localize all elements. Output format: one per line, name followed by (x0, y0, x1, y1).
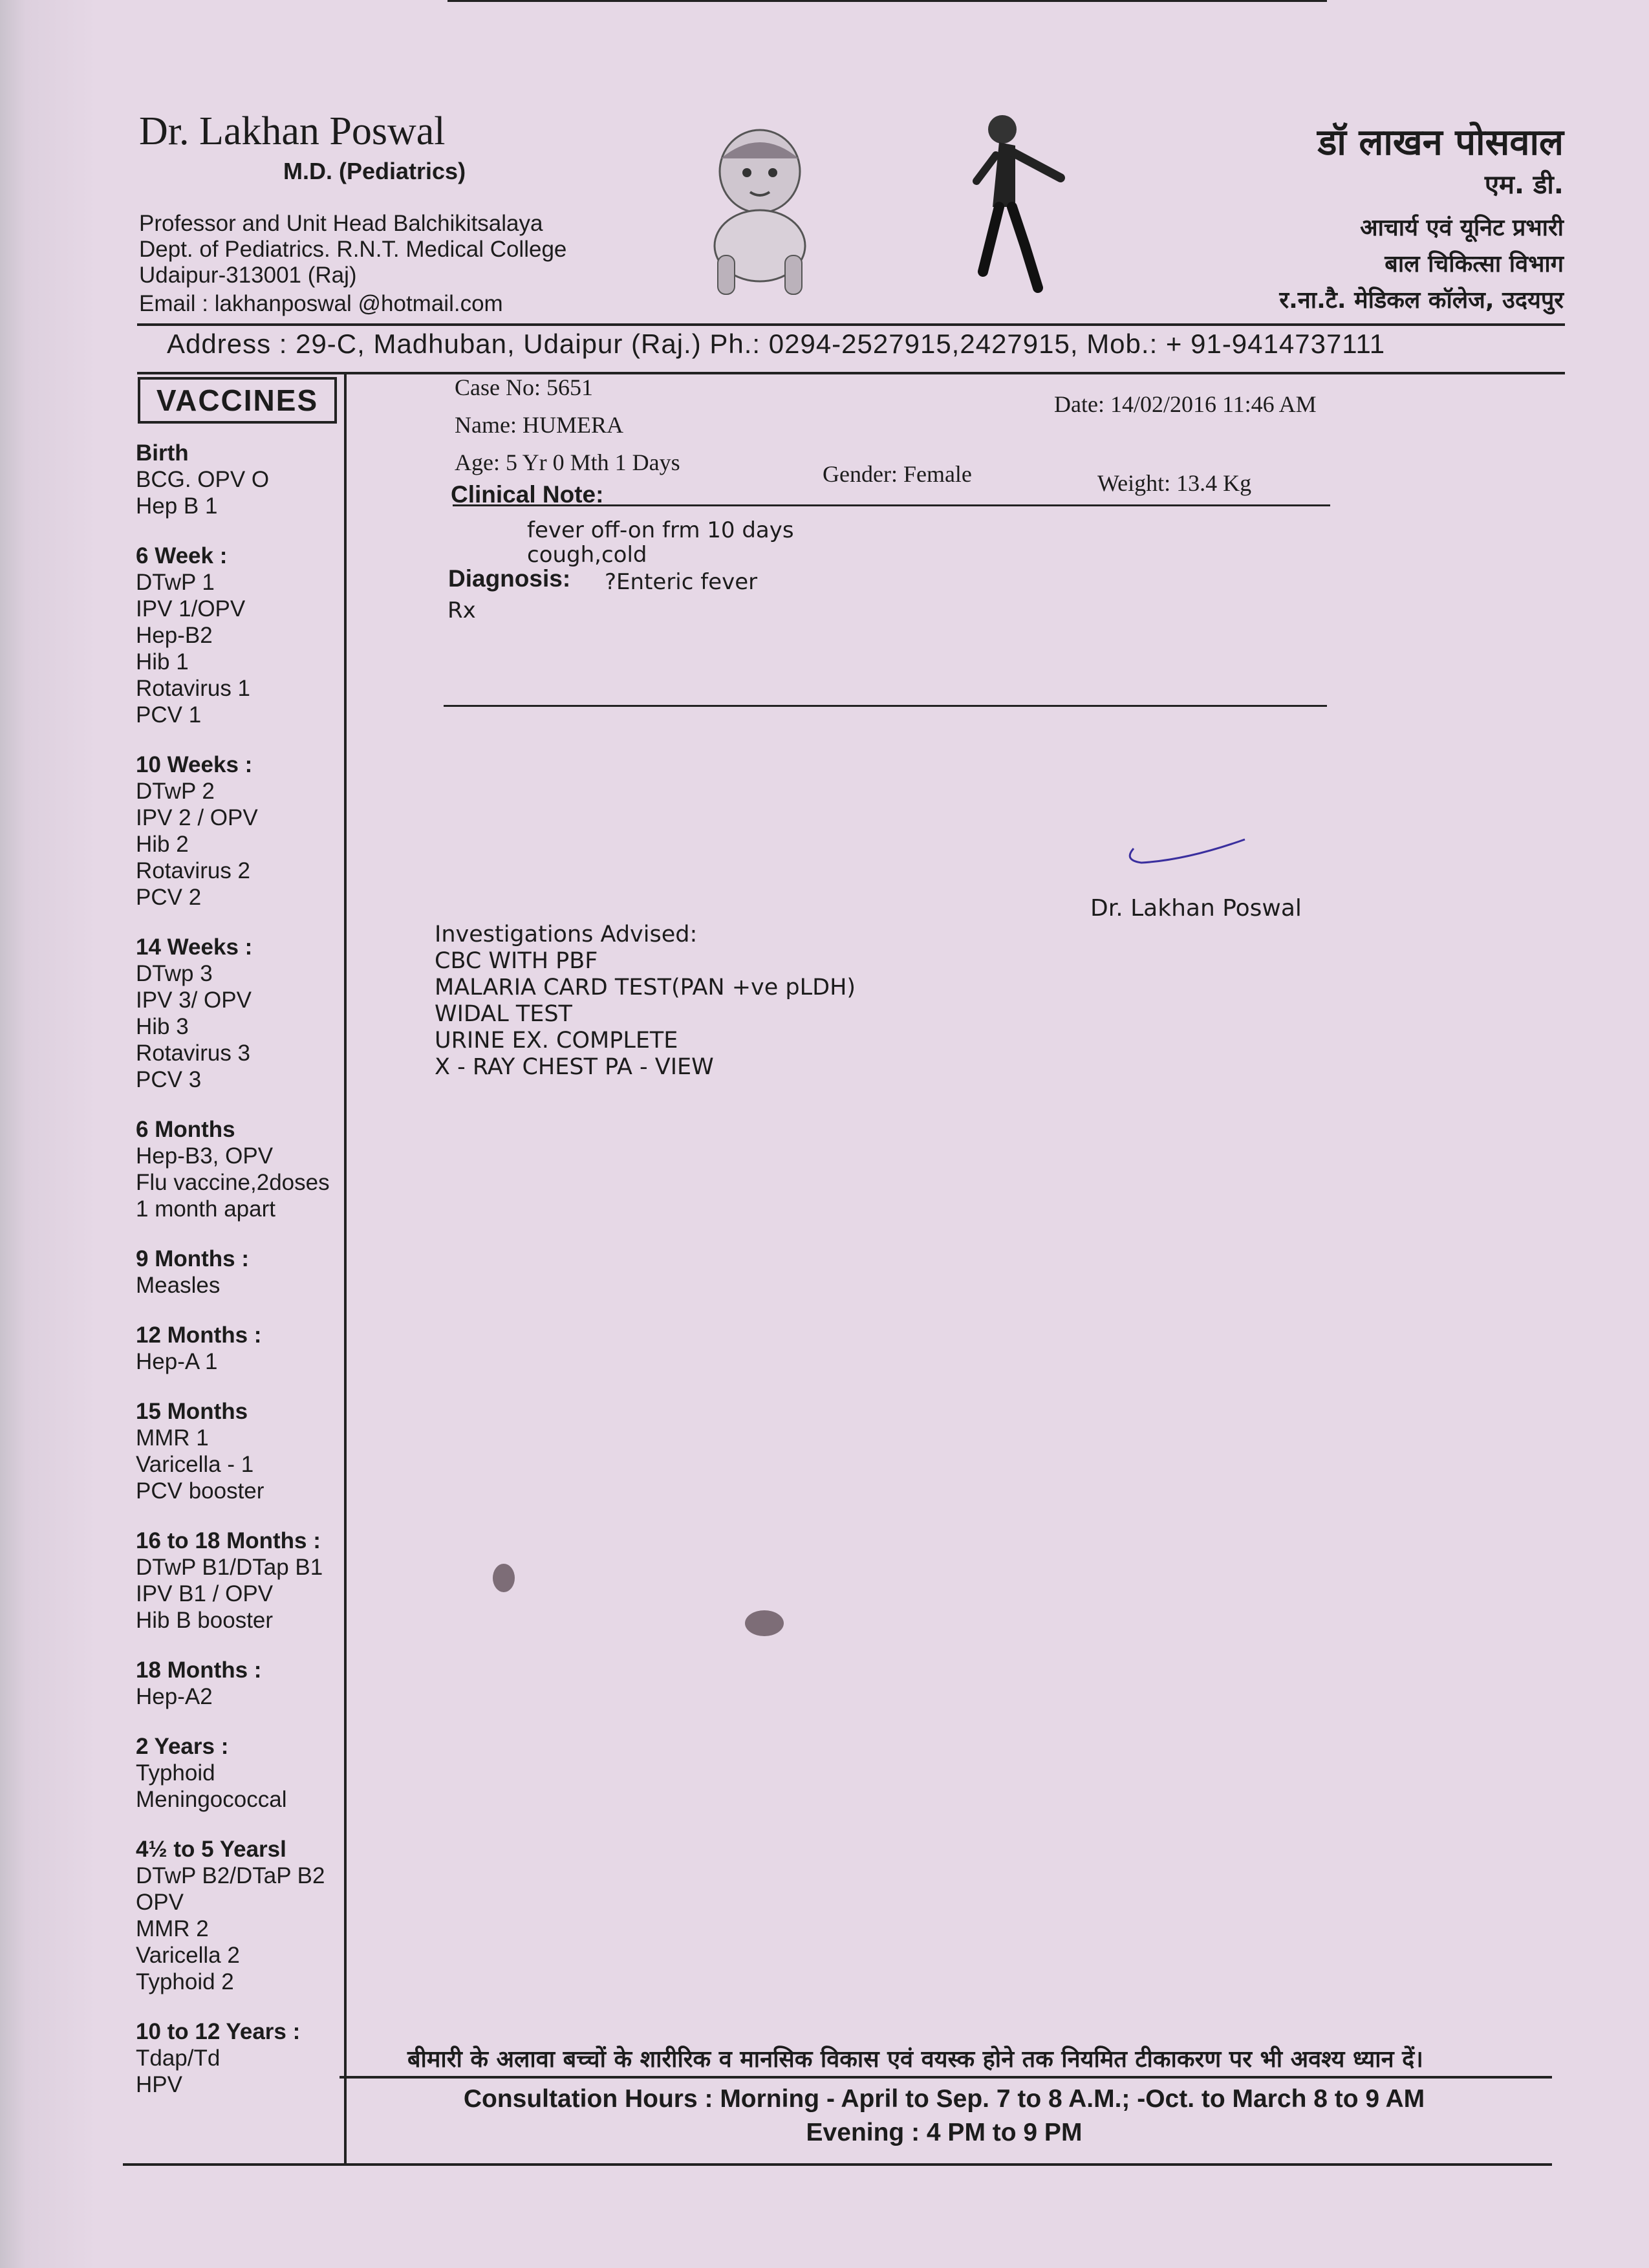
vaccine-group (136, 1836, 349, 1995)
ink-smudge (745, 1610, 784, 1636)
vaccine-group-heading: Birth (136, 440, 189, 466)
vaccine-item: Flu vaccine,2doses (136, 1170, 330, 1195)
vaccine-item: Rotavirus 3 (136, 1041, 251, 1066)
vaccine-group-heading: 14 Weeks : (136, 934, 253, 960)
vaccine-group (136, 1657, 349, 1710)
vaccine-group (136, 2018, 349, 2098)
investigation-item: URINE EX. COMPLETE (435, 1028, 678, 1053)
hindi-department: बाल चिकित्सा विभाग (1385, 251, 1564, 277)
vaccine-item: DTwp 3 (136, 961, 213, 986)
diagnosis-label: Diagnosis: (448, 565, 571, 592)
vaccine-item: IPV 1/OPV (136, 596, 246, 621)
investigation-item: CBC WITH PBF (435, 948, 598, 974)
signature-mark-image (1122, 834, 1251, 880)
vaccine-item: Hep-A 1 (136, 1349, 218, 1374)
vaccine-item: Typhoid 2 (136, 1969, 234, 1994)
vaccine-item: DTwP 1 (136, 570, 215, 595)
sidebar-divider (344, 374, 347, 2165)
investigation-item: X - RAY CHEST PA - VIEW (435, 1054, 714, 1080)
vaccine-item: BCG. OPV O (136, 467, 270, 492)
vaccine-item: Measles (136, 1273, 221, 1298)
consultation-evening: Evening : 4 PM to 9 PM (806, 2119, 1083, 2146)
vaccine-item: PCV 3 (136, 1067, 202, 1092)
vaccine-item: Varicella - 1 (136, 1452, 254, 1477)
vaccine-item: Hib 1 (136, 649, 189, 675)
vaccine-group (136, 1116, 349, 1222)
vaccine-item: Hep-B3, OPV (136, 1143, 274, 1169)
vaccine-group-heading: 2 Years : (136, 1734, 229, 1759)
vaccine-group-heading: 6 Months (136, 1117, 235, 1142)
department-line: Dept. of Pediatrics. R.N.T. Medical College (139, 237, 567, 262)
vaccine-item: Tdap/Td (136, 2046, 221, 2071)
vaccine-item: PCV booster (136, 1478, 264, 1504)
rx-divider (444, 705, 1327, 707)
vaccines-title: VACCINES (138, 377, 337, 424)
diagnosis-value: ?Enteric fever (605, 569, 758, 595)
vaccine-item: IPV 3/ OPV (136, 988, 252, 1013)
investigations-list (435, 922, 856, 1081)
clinical-note-line: fever off-on frm 10 days (527, 517, 794, 543)
vaccine-item: Hep-B2 (136, 623, 213, 648)
investigation-item: MALARIA CARD TEST(PAN +ve pLDH) (435, 975, 856, 1000)
vaccine-item: MMR 1 (136, 1425, 209, 1451)
address-divider (137, 372, 1565, 374)
vaccine-group-heading: 18 Months : (136, 1658, 262, 1683)
email-line: Email : lakhanposwal @hotmail.com (139, 291, 503, 316)
crawling-baby-image (692, 120, 828, 301)
vaccine-group-heading: 16 to 18 Months : (136, 1528, 321, 1553)
hindi-degree: एम. डी. (1484, 170, 1564, 200)
vaccine-item: IPV 2 / OPV (136, 805, 258, 830)
vaccine-item: PCV 1 (136, 702, 202, 728)
city-line: Udaipur-313001 (Raj) (139, 263, 357, 288)
rx-label: Rx (447, 598, 476, 623)
vaccine-group (136, 1246, 349, 1299)
signature-name: Dr. Lakhan Poswal (1090, 895, 1302, 922)
vaccine-item: 1 month apart (136, 1196, 275, 1222)
vaccine-item: Hep B 1 (136, 493, 218, 519)
patient-name: Name: HUMERA (455, 412, 623, 438)
vaccine-group-heading: 6 Week : (136, 543, 228, 568)
vaccine-item: OPV (136, 1890, 184, 1915)
vaccine-item: Hib B booster (136, 1608, 274, 1633)
patient-age: Age: 5 Yr 0 Mth 1 Days (455, 449, 680, 475)
vaccine-group (136, 1528, 349, 1634)
vaccine-group (136, 440, 349, 519)
footer-divider (339, 2076, 1552, 2079)
vaccine-item: Rotavirus 2 (136, 858, 251, 883)
vaccine-group (136, 1322, 349, 1375)
header-divider (137, 323, 1565, 326)
investigations-title: Investigations Advised: (435, 922, 698, 947)
doctor-name: Dr. Lakhan Poswal (139, 109, 446, 153)
vaccine-item: MMR 2 (136, 1916, 209, 1941)
vaccine-schedule-list (136, 440, 349, 2121)
vaccine-group-heading: 10 Weeks : (136, 752, 253, 777)
investigation-item: WIDAL TEST (435, 1001, 572, 1027)
jumping-child-image (964, 110, 1073, 297)
footer-bottom-rule (123, 2163, 1552, 2166)
case-number: Case No: 5651 (455, 374, 593, 400)
hindi-designation: आचार्य एवं यूनिट प्रभारी (1360, 215, 1564, 241)
vaccine-item: Varicella 2 (136, 1943, 240, 1968)
vaccine-item: Hib 2 (136, 832, 189, 857)
designation-line: Professor and Unit Head Balchikitsalaya (139, 211, 543, 236)
vaccine-group-heading: 10 to 12 Years : (136, 2019, 301, 2044)
vaccine-group (136, 751, 349, 911)
clinical-note-line: cough,cold (527, 542, 647, 568)
diagnosis-divider (447, 0, 1327, 2)
doctor-degree: M.D. (Pediatrics) (283, 158, 466, 184)
vaccine-item: HPV (136, 2072, 182, 2097)
ink-smudge (493, 1564, 515, 1592)
clinical-note-label: Clinical Note: (451, 481, 604, 508)
vaccine-item: DTwP B1/DTap B1 (136, 1555, 323, 1580)
vaccine-item: PCV 2 (136, 885, 202, 910)
vaccine-group-heading: 12 Months : (136, 1323, 262, 1348)
vaccine-item: Hep-A2 (136, 1684, 213, 1709)
vaccine-group (136, 934, 349, 1093)
vaccine-group (136, 1398, 349, 1504)
vaccine-item: IPV B1 / OPV (136, 1581, 274, 1606)
vaccine-item: Rotavirus 1 (136, 676, 251, 701)
hindi-college: र.ना.टै. मेडिकल कॉलेज, उदयपुर (1279, 287, 1564, 314)
scan-edge (0, 0, 97, 2268)
visit-date: Date: 14/02/2016 11:46 AM (1054, 391, 1317, 417)
vaccine-group (136, 543, 349, 728)
vaccine-group (136, 1733, 349, 1813)
vaccine-item: Meningococcal (136, 1787, 287, 1812)
vaccine-item: DTwP 2 (136, 779, 215, 804)
address-line: Address : 29-C, Madhuban, Udaipur (Raj.) Ph.: 0294-2527915,2427915, Mob.: + 91-9414737111 (167, 329, 1386, 359)
consultation-hours (424, 2082, 1465, 2150)
patient-weight: Weight: 13.4 Kg (1097, 470, 1252, 496)
vaccine-item: DTwP B2/DTaP B2 (136, 1863, 325, 1888)
patient-gender: Gender: Female (823, 461, 972, 487)
hindi-doctor-name: डॉ लाखन पोसवाल (1317, 122, 1564, 164)
consultation-morning: Consultation Hours : Morning - April to Sep. 7 to 8 A.M.; -Oct. to March 8 to 9 AM (463, 2085, 1425, 2113)
vaccine-group-heading: 4½ to 5 Yearsl (136, 1837, 286, 1862)
vaccine-group-heading: 9 Months : (136, 1246, 249, 1271)
vaccine-item: Hib 3 (136, 1014, 189, 1039)
vaccine-group-heading: 15 Months (136, 1399, 248, 1424)
footer-hindi-note: बीमारी के अलावा बच्चों के शारीरिक व मानसिक विकास एवं वयस्क होने तक नियमित टीकाकरण पर भी अवश्य ध्यान दें। (407, 2046, 1423, 2073)
vaccine-item: Typhoid (136, 1760, 215, 1786)
